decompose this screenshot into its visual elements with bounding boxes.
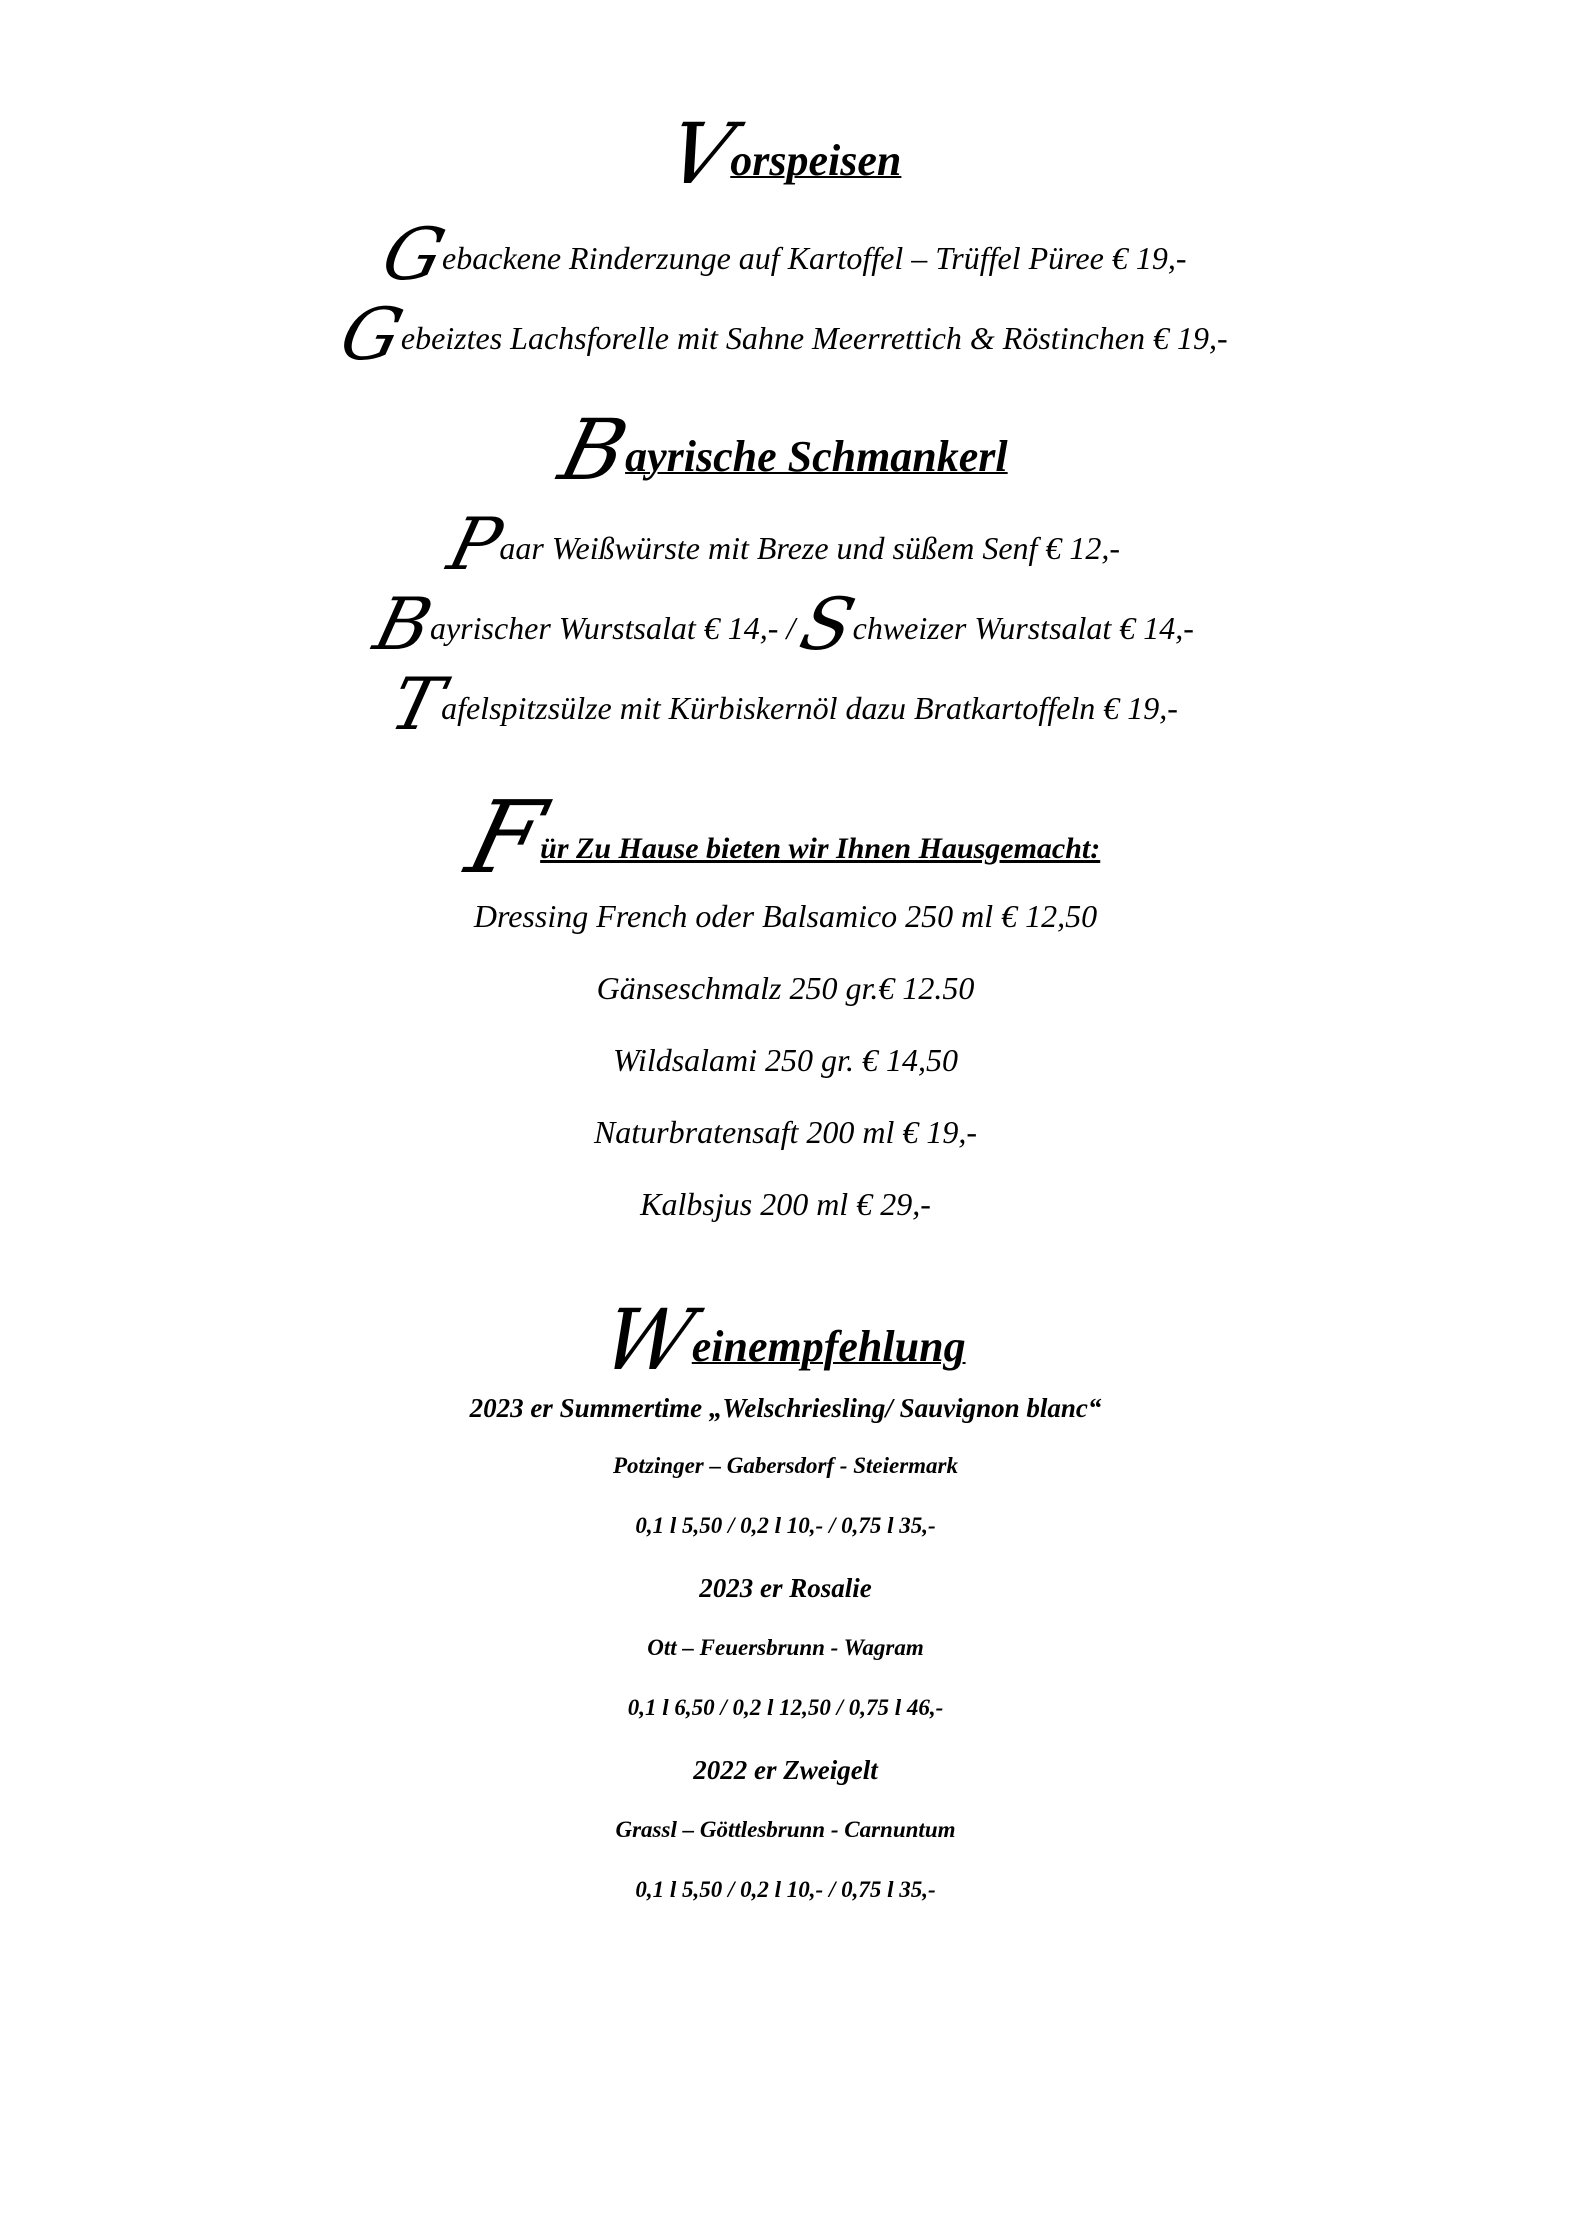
item-text: afelspitzsülze mit Kürbiskernöl dazu Bratkartoffeln € 19,- (441, 690, 1178, 726)
list-item: Wildsalami 250 gr. € 14,50 (613, 1042, 958, 1078)
heading-initial: V (657, 105, 743, 203)
list-item: Kalbsjus 200 ml € 29,- (640, 1186, 931, 1222)
heading-vorspeisen (0, 105, 1571, 203)
list-item: Naturbratensaft 200 ml € 19,- (593, 1114, 978, 1150)
heading-text: einempfehlung (691, 1322, 966, 1371)
menu-item (0, 582, 1571, 666)
heading-text: ayrische Schmankerl (625, 432, 1008, 481)
wine-producer: Grassl – Göttlesbrunn - Carnuntum (615, 1817, 956, 1842)
item-initial: B (366, 582, 441, 666)
menu-item (0, 662, 1571, 746)
heading-initial: F (456, 779, 555, 896)
item-initial: G (332, 292, 412, 376)
wine-prices: 0,1 l 5,50 / 0,2 l 10,- / 0,75 l 35,- (635, 1877, 936, 1902)
item-initial: P (440, 502, 510, 586)
heading-hausgemacht (0, 779, 1571, 896)
wine-producer: Ott – Feuersbrunn - Wagram (647, 1635, 924, 1660)
item-text: aar Weißwürste mit Breze und süßem Senf € 12,- (499, 530, 1121, 566)
item-initial: G (374, 212, 453, 296)
wine-prices: 0,1 l 5,50 / 0,2 l 10,- / 0,75 l 35,- (635, 1513, 936, 1538)
heading-bayrische-schmankerl (0, 401, 1571, 499)
wine-name: 2023 er Summertime „Welschriesling/ Sauvignon blanc“ (469, 1393, 1102, 1423)
list-item: Dressing French oder Balsamico 250 ml € 12,50 (473, 898, 1098, 934)
item-initial: T (382, 662, 452, 746)
wine-producer: Potzinger – Gabersdorf - Steiermark (613, 1453, 958, 1478)
heading-weinempfehlung (0, 1291, 1571, 1389)
menu-item (0, 502, 1571, 586)
heading-text: orspeisen (730, 136, 902, 185)
wine-prices: 0,1 l 6,50 / 0,2 l 12,50 / 0,75 l 46,- (627, 1695, 944, 1720)
item-text: ebeiztes Lachsforelle mit Sahne Meerrettich & Röstinchen € 19,- (400, 320, 1228, 356)
heading-initial: W (593, 1291, 704, 1389)
heading-text: ür Zu Hause bieten wir Ihnen Hausgemacht: (540, 832, 1101, 865)
item-text: ayrischer Wurstsalat € 14,- / (429, 610, 804, 646)
heading-initial: B (551, 401, 638, 499)
item-text: ebackene Rinderzunge auf Kartoffel – Trüffel Püree € 19,- (442, 240, 1187, 276)
wine-name: 2022 er Zweigelt (693, 1755, 878, 1785)
item-text-2: chweizer Wurstsalat € 14,- (852, 610, 1194, 646)
list-item: Gänseschmalz 250 gr.€ 12.50 (596, 970, 975, 1006)
menu-item (0, 292, 1571, 376)
wine-name: 2023 er Rosalie (699, 1573, 872, 1603)
item-initial-2: S (792, 582, 864, 666)
menu-item (0, 212, 1571, 296)
